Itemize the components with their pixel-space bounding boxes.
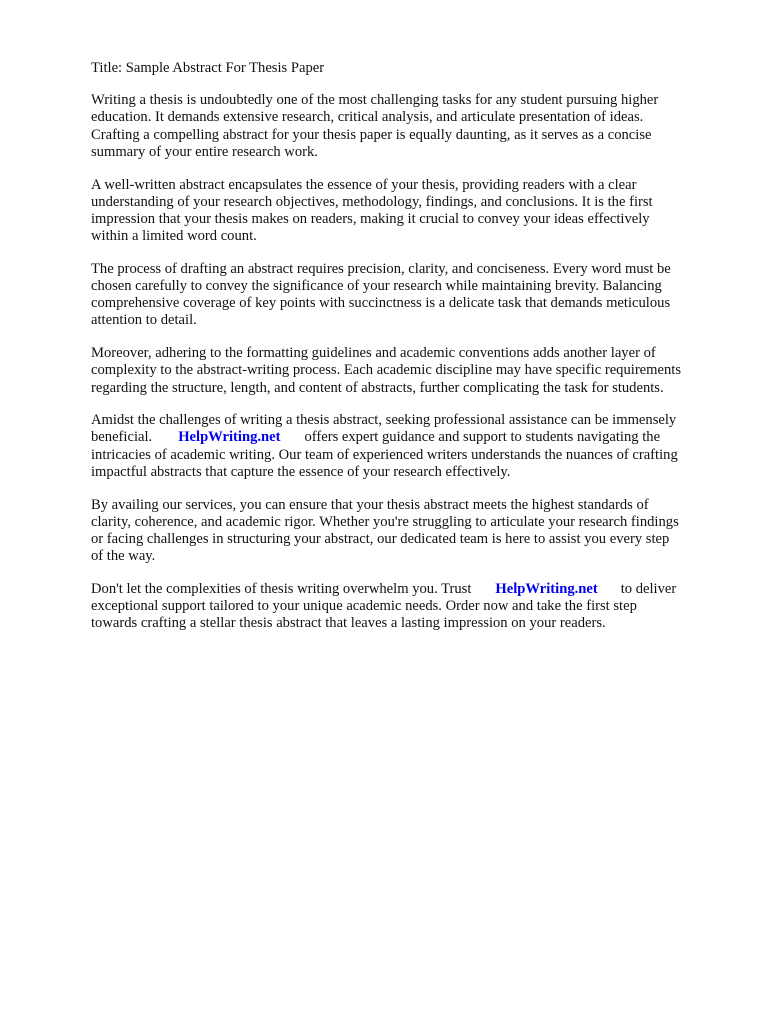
text-line: Amidst the challenges of writing a thesis abstract, seeking professional assistance can be immensely: [91, 412, 677, 429]
text-line: By availing our services, you can ensure that your thesis abstract meets the highest standards of: [91, 496, 649, 513]
helpwriting-link[interactable]: HelpWriting.net: [495, 580, 598, 597]
paragraph-intro: [91, 92, 731, 161]
text-line: education. It demands extensive research, critical analysis, and articulate presentation of ideas.: [91, 109, 644, 126]
document-body: [91, 60, 731, 648]
text-line: regarding the structure, length, and content of abstracts, further complicating the task for students.: [91, 379, 664, 396]
text-line: intricacies of academic writing. Our team of experienced writers understands the nuances of crafting: [91, 446, 678, 463]
text-line: impression that your thesis makes on readers, making it crucial to convey your ideas effectively: [91, 210, 650, 227]
text-line: Moreover, adhering to the formatting guidelines and academic conventions adds another layer of: [91, 345, 656, 362]
text-line: impactful abstracts that capture the essence of your research effectively.: [91, 463, 511, 480]
text-line: Crafting a compelling abstract for your thesis paper is equally daunting, as it serves as a concise: [91, 126, 652, 143]
text-line: within a limited word count.: [91, 228, 257, 245]
text-line: understanding of your research objectives, methodology, findings, and conclusions. It is the first: [91, 193, 653, 210]
text-line-with-link: [91, 429, 731, 446]
text-line: A well-written abstract encapsulates the essence of your thesis, providing readers with a clear: [91, 176, 637, 193]
text-line: chosen carefully to convey the significance of your research while maintaining brevity. Balancing: [91, 278, 662, 295]
document-title: Title: Sample Abstract For Thesis Paper: [91, 60, 325, 76]
text-line: Writing a thesis is undoubtedly one of the most challenging tasks for any student pursuing higher: [91, 92, 659, 109]
text-line: or facing challenges in structuring your abstract, our dedicated team is here to assist you every step: [91, 530, 670, 547]
text-segment: to deliver: [620, 580, 677, 597]
text-line: towards crafting a stellar thesis abstract that leaves a lasting impression on your readers.: [91, 615, 606, 632]
text-line: exceptional support tailored to your unique academic needs. Order now and take the first step: [91, 598, 637, 615]
text-line: comprehensive coverage of key points with succinctness is a delicate task that demands meticulous: [91, 295, 671, 312]
helpwriting-link[interactable]: HelpWriting.net: [178, 429, 281, 446]
text-segment: Don't let the complexities of thesis writing overwhelm you. Trust: [91, 580, 472, 597]
paragraph-process: [91, 261, 731, 330]
paragraph-assistance: [91, 412, 731, 481]
paragraph-services: [91, 497, 731, 566]
paragraph-essence: [91, 177, 731, 246]
text-segment: offers expert guidance and support to students navigating the: [304, 429, 661, 446]
paragraph-call-to-action: [91, 581, 731, 633]
text-line: attention to detail.: [91, 312, 197, 329]
text-line: clarity, coherence, and academic rigor. Whether you're struggling to articulate your research findings: [91, 513, 679, 530]
text-line: of the way.: [91, 548, 156, 565]
paragraph-formatting: [91, 345, 731, 397]
text-line-with-link: [91, 581, 731, 598]
text-line: summary of your entire research work.: [91, 143, 318, 160]
text-line: complexity to the abstract-writing process. Each academic discipline may have specific requirements: [91, 362, 682, 379]
text-segment: beneficial.: [91, 429, 153, 446]
text-line: The process of drafting an abstract requires precision, clarity, and conciseness. Every word must be: [91, 260, 671, 277]
